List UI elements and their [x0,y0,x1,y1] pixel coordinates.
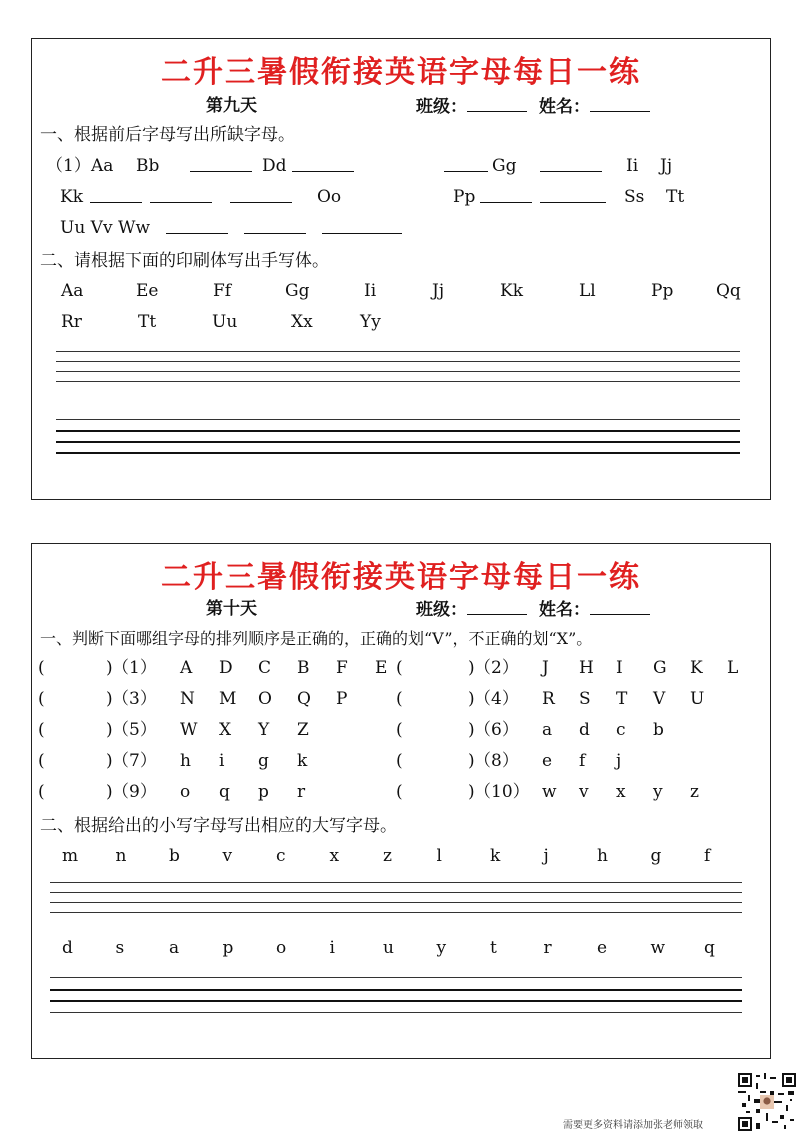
answer-blank[interactable] [292,156,354,172]
lowercase-letter: u [383,938,394,958]
section-heading: 一、根据前后字母写出所缺字母。 [40,125,295,145]
letter-pair: Ss [624,187,645,207]
day-label: 第十天 [206,599,257,619]
print-letter: Ll [579,281,596,301]
answer-bracket-open[interactable]: ( [38,720,45,740]
sequence-letter: w [542,782,557,802]
answer-bracket-open[interactable]: ( [396,658,403,678]
lowercase-letter: g [650,846,662,866]
writing-line[interactable] [50,882,742,883]
answer-blank[interactable] [244,218,306,234]
question-number: （6） [474,720,519,740]
lowercase-letter: y [436,938,447,958]
answer-bracket-close: ) [106,689,113,709]
lowercase-letter: p [222,938,234,958]
print-letter: Tt [138,312,157,332]
lowercase-letter: b [169,846,180,866]
sequence-letter: P [336,689,348,709]
writing-line[interactable] [56,381,740,382]
sequence-letter: N [180,689,195,709]
name-blank[interactable] [590,599,650,615]
sequence-letter: z [690,782,699,802]
lowercase-letter: j [543,846,549,866]
writing-line[interactable] [56,351,740,352]
sequence-letter: I [616,658,623,678]
print-letter: Ii [364,281,377,301]
writing-line[interactable] [50,1012,742,1013]
sequence-letter: y [653,782,663,802]
question-number: （1） [112,658,157,678]
answer-bracket-open[interactable]: ( [38,658,45,678]
sequence-letter: k [297,751,308,771]
class-label: 班级： [416,599,527,620]
section-heading: 二、请根据下面的印刷体写出手写体。 [40,251,329,271]
lowercase-letter: v [222,846,233,866]
sequence-letter: M [219,689,237,709]
sequence-letter: T [616,689,628,709]
answer-blank[interactable] [540,156,602,172]
lowercase-letter: m [62,846,79,866]
answer-bracket-open[interactable]: ( [396,689,403,709]
sequence-letter: i [219,751,225,771]
sequence-letter: H [579,658,594,678]
sequence-letter: L [727,658,739,678]
sequence-letter: a [542,720,553,740]
answer-blank[interactable] [540,187,606,203]
sequence-letter: j [616,751,622,771]
answer-bracket-close: ) [106,720,113,740]
lowercase-letter: o [276,938,287,958]
sequence-letter: K [690,658,703,678]
sequence-letter: e [542,751,553,771]
question-number: （2） [474,658,519,678]
footer-note: 需要更多资料请添加张老师领取 [563,1120,703,1131]
print-letter: Jj [432,281,445,301]
lowercase-letter: t [490,938,497,958]
answer-bracket-close: ) [106,658,113,678]
lowercase-letter: s [115,938,125,958]
sequence-letter: O [258,689,272,709]
answer-bracket-close: ) [468,782,475,802]
class-blank[interactable] [467,599,527,615]
question-number: （1） [46,156,91,176]
sequence-letter: Z [297,720,309,740]
answer-bracket-close: ) [468,689,475,709]
sequence-letter: B [297,658,310,678]
writing-line[interactable] [50,912,742,913]
answer-bracket-open[interactable]: ( [38,782,45,802]
sequence-letter: o [180,782,191,802]
print-letter: Xx [291,312,313,332]
writing-line[interactable] [50,977,742,978]
sequence-letter: J [542,658,549,678]
sequence-letter: U [690,689,705,709]
answer-blank[interactable] [444,156,488,172]
print-letter: Kk [500,281,524,301]
sequence-letter: A [180,658,193,678]
sequence-letter: G [653,658,667,678]
letter-pair: Oo [317,187,342,207]
print-letter: Gg [285,281,310,301]
class-blank[interactable] [467,96,527,112]
lowercase-letter: w [650,938,666,958]
letter-pair: Jj [660,156,673,176]
name-label: 姓名： [539,96,650,117]
writing-line[interactable] [56,452,740,454]
sequence-letter: D [219,658,233,678]
answer-blank[interactable] [480,187,532,203]
letter-pair: Tt [666,187,685,207]
sequence-letter: p [258,782,269,802]
lowercase-letter: d [62,938,73,958]
writing-line[interactable] [56,371,740,372]
lowercase-letter: h [597,846,608,866]
writing-line[interactable] [50,1000,742,1002]
answer-bracket-close: ) [468,658,475,678]
sequence-letter: r [297,782,306,802]
writing-line[interactable] [50,902,742,903]
letter-sequence: Uu Vv Ww [60,218,150,238]
question-number: （5） [112,720,157,740]
section-heading: 二、根据给出的小写字母写出相应的大写字母。 [40,816,397,836]
print-letter: Yy [360,312,381,332]
answer-bracket-open[interactable]: ( [396,782,403,802]
lowercase-letter: a [169,938,180,958]
sequence-letter: E [375,658,388,678]
print-letter: Ff [213,281,232,301]
answer-blank[interactable] [190,156,252,172]
letter-pair: Dd [262,156,287,176]
sequence-letter: b [653,720,664,740]
print-letter: Qq [716,281,741,301]
answer-bracket-close: ) [106,782,113,802]
print-letter: Ee [136,281,159,301]
lowercase-letter: e [597,938,608,958]
lowercase-letter: r [543,938,552,958]
answer-blank[interactable] [230,187,292,203]
answer-bracket-open[interactable]: ( [396,751,403,771]
question-number: （3） [112,689,157,709]
sequence-letter: x [616,782,626,802]
answer-bracket-close: ) [468,751,475,771]
print-letter: Aa [61,281,84,301]
writing-line[interactable] [56,361,740,362]
lowercase-letter: k [490,846,501,866]
name-blank[interactable] [590,96,650,112]
sequence-letter: F [336,658,348,678]
lowercase-letter: x [329,846,340,866]
writing-line[interactable] [50,989,742,991]
sequence-letter: X [219,720,232,740]
lowercase-letter: i [329,938,335,958]
lowercase-letter: n [115,846,127,866]
letter-pair: Aa [91,156,114,176]
answer-bracket-open[interactable]: ( [396,720,403,740]
lowercase-letter: l [436,846,442,866]
sequence-letter: R [542,689,555,709]
writing-line[interactable] [50,892,742,893]
sequence-letter: g [258,751,269,771]
worksheet-title: 二升三暑假衔接英语字母每日一练 [161,55,641,90]
answer-blank[interactable] [322,218,402,234]
print-letter: Rr [61,312,82,332]
lowercase-letter: f [704,846,711,866]
question-number: （8） [474,751,519,771]
sequence-letter: W [180,720,198,740]
sequence-letter: Y [258,720,270,740]
question-number: （4） [474,689,519,709]
answer-blank[interactable] [90,187,142,203]
sequence-letter: d [579,720,590,740]
sequence-letter: Q [297,689,311,709]
print-letter: Uu [212,312,238,332]
sequence-letter: h [180,751,191,771]
answer-bracket-open[interactable]: ( [38,689,45,709]
writing-line[interactable] [56,430,740,432]
day-label: 第九天 [206,96,257,116]
letter-pair: Bb [136,156,160,176]
print-letter: Pp [651,281,674,301]
lowercase-letter: c [276,846,286,866]
sequence-letter: C [258,658,272,678]
class-label: 班级： [416,96,527,117]
lowercase-letter: q [704,938,715,958]
worksheet-title: 二升三暑假衔接英语字母每日一练 [161,560,641,595]
letter-pair: Pp [453,187,476,207]
letter-pair: Kk [60,187,84,207]
answer-blank[interactable] [150,187,212,203]
worksheet-day-9 [31,38,771,500]
name-label: 姓名： [539,599,650,620]
section-heading: 一、判断下面哪组字母的排列顺序是正确的，正确的划“V”，不正确的划“X”。 [40,629,593,648]
question-number: （10） [474,782,530,802]
answer-bracket-close: ) [106,751,113,771]
sequence-letter: c [616,720,626,740]
sequence-letter: q [219,782,230,802]
question-number: （9） [112,782,157,802]
letter-pair: Ii [626,156,639,176]
sequence-letter: f [579,751,586,771]
answer-blank[interactable] [166,218,228,234]
worksheet-day-10 [31,543,771,1059]
writing-line[interactable] [56,419,740,420]
question-number: （7） [112,751,157,771]
sequence-letter: V [653,689,666,709]
qr-code-image [738,1073,796,1131]
lowercase-letter: z [383,846,392,866]
sequence-letter: S [579,689,591,709]
sequence-letter: v [579,782,589,802]
answer-bracket-open[interactable]: ( [38,751,45,771]
letter-pair: Gg [492,156,517,176]
writing-line[interactable] [56,441,740,443]
answer-bracket-close: ) [468,720,475,740]
